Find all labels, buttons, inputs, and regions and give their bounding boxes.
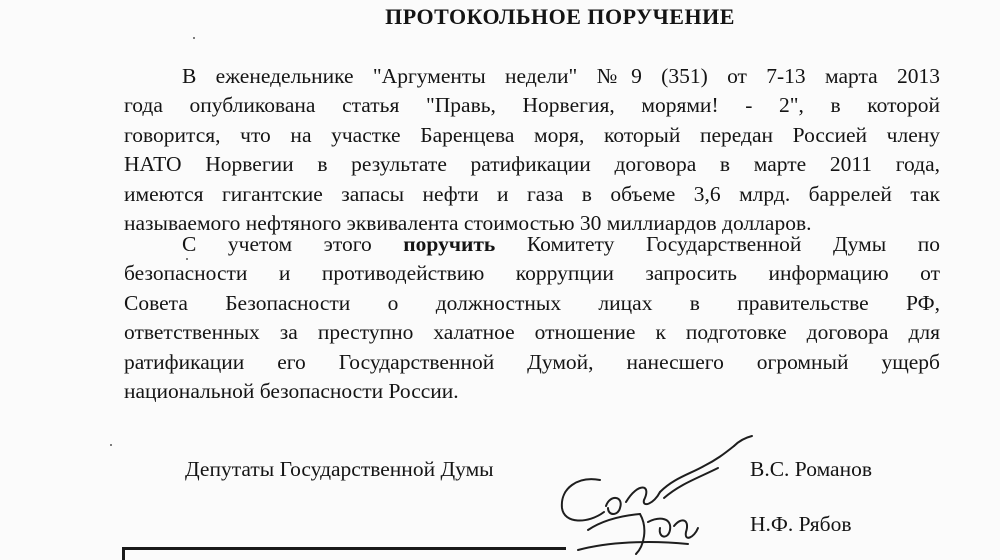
paragraph-2-suffix: Комитету Государственной Думы по xyxy=(495,232,940,256)
paragraph-2-first-line xyxy=(124,230,940,259)
scan-speck xyxy=(193,37,195,39)
handwritten-signature xyxy=(548,432,768,560)
paragraph-2-line: Совета Безопасности о должностных лицах в правительстве РФ, xyxy=(124,290,940,315)
paragraph-2-prefix: С учетом этого xyxy=(182,232,404,256)
paragraph-1-line: НАТО Норвегии в результате ратификации договора в марте 2011 года, xyxy=(124,152,940,177)
paragraph-2-line: национальной безопасности России. xyxy=(124,379,459,404)
signer-name: Н.Ф. Рябов xyxy=(750,512,852,536)
instruction-verb: поручить xyxy=(403,232,496,256)
paragraph-2 xyxy=(124,230,940,406)
paragraph-2-line: ратификации его Государственной Думой, нанесшего огромный ущерб xyxy=(124,349,940,374)
paragraph-1 xyxy=(124,62,940,238)
paragraph-1-line: В еженедельнике "Аргументы недели" №9 (351) от 7-13 марта 2013 xyxy=(182,64,940,88)
paragraph-1-line: называемого нефтяного эквивалента стоимостью 30 миллиардов долларов. xyxy=(124,211,812,236)
paragraph-1-line: имеются гигантские запасы нефти и газа в объеме 3,6 млрд. баррелей так xyxy=(124,181,940,206)
signer-name: В.С. Романов xyxy=(750,457,872,481)
scan-speck xyxy=(110,444,112,446)
paragraph-2-line: ответственных за преступно халатное отношение к подготовке договора для xyxy=(124,320,940,345)
deputies-label: Депутаты Государственной Думы xyxy=(185,457,494,481)
document-title: ПРОТОКОЛЬНОЕ ПОРУЧЕНИЕ xyxy=(385,4,735,29)
paragraph-1-line: года опубликована статья "Правь, Норвегия, морями! - 2", в которой xyxy=(124,93,940,118)
bottom-frame xyxy=(122,547,566,560)
paragraph-1-line: говорится, что на участке Баренцева моря, который передан Россией члену xyxy=(124,122,940,147)
scan-speck xyxy=(186,258,188,260)
paragraph-2-line: безопасности и противодействию коррупции запросить информацию от xyxy=(124,261,940,286)
